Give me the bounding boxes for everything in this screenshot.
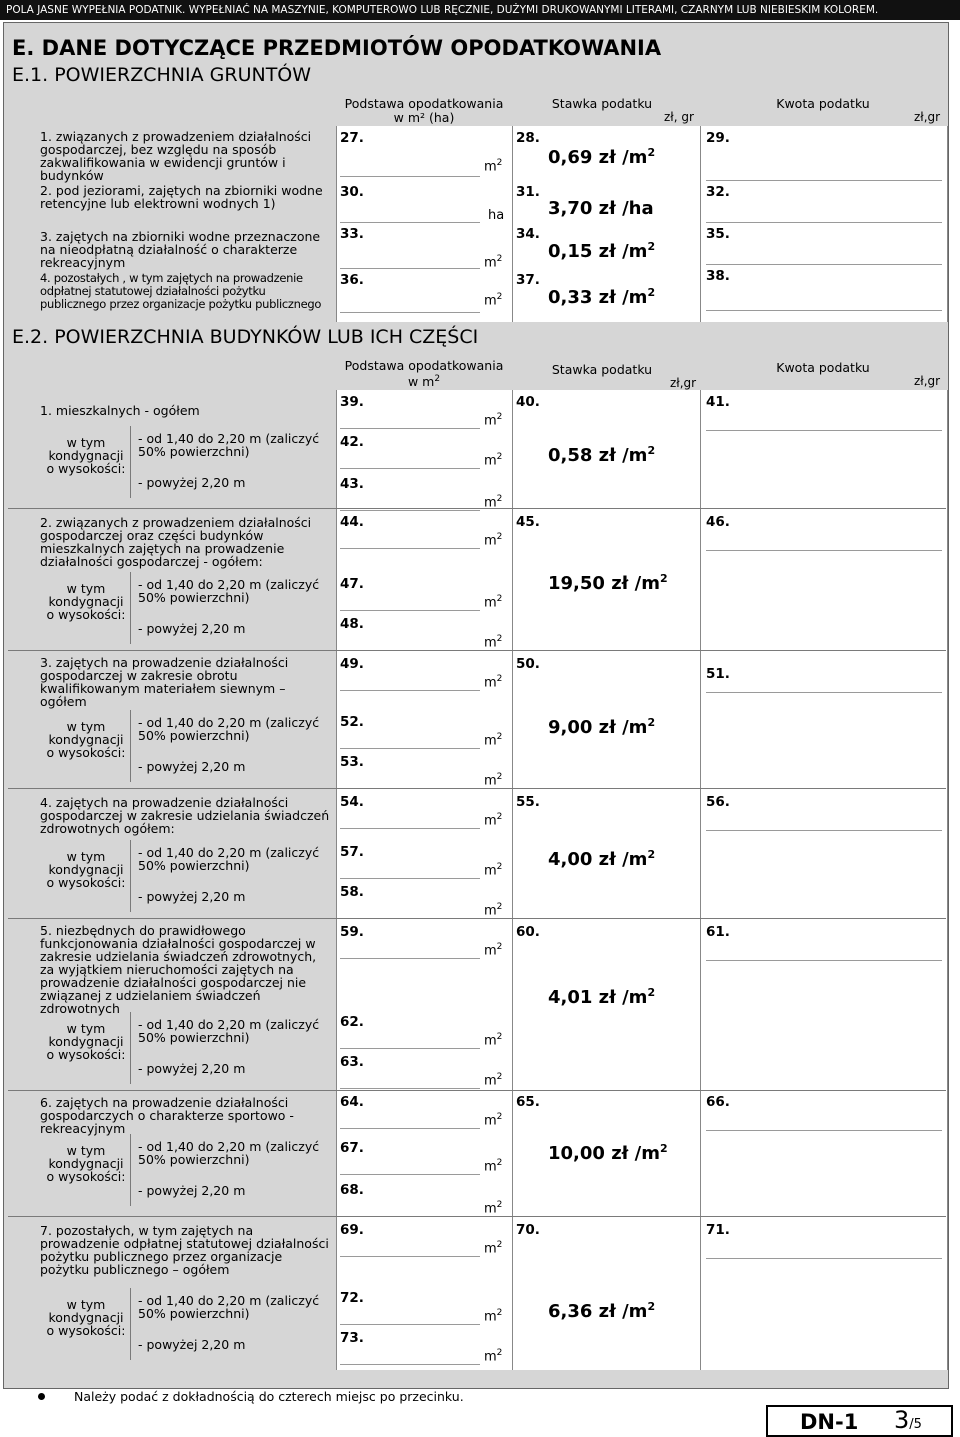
field-41-number: 41. [706,394,730,410]
field-63-number: 63. [340,1054,364,1070]
field-58-unit: $m^2$ [484,902,503,919]
field-36-unit: $m^2$ [484,292,503,309]
field-39-unit: $m^2$ [484,412,503,429]
e1-tax-column [700,126,948,322]
field-51-input[interactable] [706,692,942,693]
field-30-unit: ha [488,208,505,223]
field-27-number: 27. [340,130,364,146]
field-59-number: 59. [340,924,364,940]
field-30-input[interactable] [340,222,480,223]
field-39-number: 39. [340,394,364,410]
instructions-banner [0,0,960,20]
field-67-number: 67. [340,1140,364,1156]
field-52-unit: $m^2$ [484,732,503,749]
e2-group-2-sub-b: - powyżej 2,20 m [138,621,246,636]
field-47-unit: $m^2$ [484,594,503,611]
e2-group-3-sub-divider [130,710,131,782]
e1-row-4-label: 4. pozostałych , w tym zajętych na prowadzenie odpłatnej statutowej działalności pożytku publicznego przez organizacje pożytku publicznego [40,271,322,311]
e2-group-1-sub-a: - od 1,40 do 2,20 m (zaliczyć 50% powierzchni) [138,431,320,459]
field-29-number: 29. [706,130,730,146]
field-52-input[interactable] [340,748,480,749]
field-65-number: 65. [516,1094,540,1110]
field-61-number: 61. [706,924,730,940]
field-69-input[interactable] [340,1256,480,1257]
e2-group-1-separator [8,508,946,509]
field-69-unit: $m^2$ [484,1240,503,1257]
e2-group-5-sub-b: - powyżej 2,20 m [138,1061,246,1076]
field-47-input[interactable] [340,610,480,611]
field-27-unit: $m^2$ [484,158,503,175]
e2-group-7-sub-a: - od 1,40 do 2,20 m (zaliczyć 50% powierzchni) [138,1293,320,1321]
field-69-number: 69. [340,1222,364,1238]
e2-title: E.2. POWIERZCHNIA BUDYNKÓW LUB ICH CZĘŚCI [12,326,479,348]
e2-group-6-sub-prefix: w tym kondygnacji o wysokości: [46,1143,126,1184]
rate-65-value: 10,00 zł $/m^2$ [548,1142,668,1164]
field-71-number: 71. [706,1222,730,1238]
e1-title: E.1. POWIERZCHNIA GRUNTÓW [12,64,312,86]
field-29-input[interactable] [706,180,942,181]
e2-group-7-label: 7. pozostałych, w tym zajętych na prowadzenie odpłatnej statutowej działalności pożytku publicznego przez organizacje pożytku publicznego – ogółem [40,1223,329,1277]
field-66-input[interactable] [706,1130,942,1131]
form-code-box [766,1405,953,1437]
field-59-input[interactable] [340,958,480,959]
e2-group-4-sub-prefix: w tym kondygnacji o wysokości: [46,849,126,890]
field-52-number: 52. [340,714,364,730]
field-44-input[interactable] [340,548,480,549]
field-48-unit: $m^2$ [484,634,503,651]
field-32-number: 32. [706,184,730,200]
field-44-number: 44. [340,514,364,530]
field-48-number: 48. [340,616,364,632]
e2-group-2-sub-prefix: w tym kondygnacji o wysokości: [46,581,126,622]
e1-row-3-label: 3. zajętych na zbiorniki wodne przeznaczone na nieodpłatną działalność o charakterze rekreacyjnym [40,229,321,270]
rate-28-value: 0,69 zł $/m^2$ [548,146,656,168]
e2-group-2-sub-divider [130,572,131,644]
footnote: Należy podać z dokładnością do czterech miejsc po przecinku. [74,1389,464,1404]
e2-group-5-label: 5. niezbędnych do prawidłowego funkcjonowania działalności gospodarczej w zakresie udzielania świadczeń zdrowotnych, za wyjątkiem nieruchomości zajętych na prowadzenie działalności gospodarczej nie związanej z udzielaniem świadczeń zdrowotnych [40,923,317,1016]
rate-34-value: 0,15 zł $/m^2$ [548,240,656,262]
field-49-number: 49. [340,656,364,672]
e1-col-tax-unit: zł,gr [914,110,941,124]
field-53-number: 53. [340,754,364,770]
e2-group-1-sub-divider [130,426,131,498]
field-57-input[interactable] [340,878,480,879]
e2-group-2-label: 2. związanych z prowadzeniem działalności gospodarczej oraz części budynków mieszkalnych zajętych na prowadzenie działalności gospodarczej - ogółem: [40,515,312,569]
field-39-input[interactable] [340,428,480,429]
e2-tax-column [700,390,948,1370]
e1-row-2-label: 2. pod jeziorami, zajętych na zbiorniki wodne retencyjne lub elektrowni wodnych 1) [40,183,323,211]
field-54-input[interactable] [340,828,480,829]
field-33-number: 33. [340,226,364,242]
note-bullet-icon [38,1393,45,1400]
rate-45-value: 19,50 zł $/m^2$ [548,572,668,594]
field-37-number: 37. [516,272,540,288]
field-46-number: 46. [706,514,730,530]
field-55-number: 55. [516,794,540,810]
field-45-number: 45. [516,514,540,530]
field-35-input[interactable] [706,264,942,265]
e1-col-tax: Kwota podatku [776,96,870,111]
e2-group-6-sub-a: - od 1,40 do 2,20 m (zaliczyć 50% powierzchni) [138,1139,320,1167]
field-70-number: 70. [516,1222,540,1238]
e2-group-2-sub-a: - od 1,40 do 2,20 m (zaliczyć 50% powierzchni) [138,577,320,605]
field-64-unit: $m^2$ [484,1112,503,1129]
e2-group-6-separator [8,1216,946,1217]
page-number: 3/5 [894,1406,922,1434]
field-33-input[interactable] [340,268,480,269]
form-code: DN-1 [800,1410,859,1434]
field-73-unit: $m^2$ [484,1348,503,1365]
rate-55-value: 4,00 zł $/m^2$ [548,848,656,870]
field-54-unit: $m^2$ [484,812,503,829]
e2-group-7-sub-prefix: w tym kondygnacji o wysokości: [46,1297,126,1338]
e2-group-5-separator [8,1090,946,1091]
field-56-input[interactable] [706,830,942,831]
e2-group-1-sub-prefix: w tym kondygnacji o wysokości: [46,435,126,476]
field-36-input[interactable] [340,312,480,313]
e2-col-tax-unit: zł,gr [914,374,941,388]
e2-group-5-sub-a: - od 1,40 do 2,20 m (zaliczyć 50% powierzchni) [138,1017,320,1045]
e2-group-5-sub-divider [130,1012,131,1084]
field-43-unit: $m^2$ [484,494,503,511]
field-32-input[interactable] [706,222,942,223]
field-62-input[interactable] [340,1048,480,1049]
e2-group-6-label: 6. zajętych na prowadzenie działalności gospodarczych o charakterze sportowo - rekreacyjnym [40,1095,294,1136]
field-38-number: 38. [706,268,730,284]
e2-group-6-sub-divider [130,1134,131,1206]
field-57-unit: $m^2$ [484,862,503,879]
e1-col-base-unit: w m² (ha) [393,110,455,125]
field-35-number: 35. [706,226,730,242]
field-38-input[interactable] [706,310,942,311]
rate-37-value: 0,33 zł $/m^2$ [548,286,656,308]
field-57-number: 57. [340,844,364,860]
field-63-input[interactable] [340,1088,480,1089]
field-63-unit: $m^2$ [484,1072,503,1089]
e2-col-rate: Stawka podatku [551,362,653,377]
e2-group-4-sub-b: - powyżej 2,20 m [138,889,246,904]
field-46-input[interactable] [706,550,942,551]
rate-70-value: 6,36 zł $/m^2$ [548,1300,656,1322]
e2-group-4-separator [8,918,946,919]
field-62-unit: $m^2$ [484,1032,503,1049]
rate-50-value: 9,00 zł $/m^2$ [548,716,656,738]
field-41-input[interactable] [706,430,942,431]
field-64-input[interactable] [340,1128,480,1129]
field-72-number: 72. [340,1290,364,1306]
field-73-number: 73. [340,1330,364,1346]
e2-group-4-sub-a: - od 1,40 do 2,20 m (zaliczyć 50% powierzchni) [138,845,320,873]
field-33-unit: $m^2$ [484,254,503,271]
field-62-number: 62. [340,1014,364,1030]
field-54-number: 54. [340,794,364,810]
field-43-number: 43. [340,476,364,492]
e2-group-1-label: 1. mieszkalnych - ogółem [40,403,200,418]
field-67-unit: $m^2$ [484,1158,503,1175]
field-44-unit: $m^2$ [484,532,503,549]
field-31-number: 31. [516,184,540,200]
e2-group-3-sub-prefix: w tym kondygnacji o wysokości: [46,719,126,760]
field-43-input[interactable] [340,510,480,511]
field-28-number: 28. [516,130,540,146]
field-72-unit: $m^2$ [484,1308,503,1325]
field-67-input[interactable] [340,1174,480,1175]
field-47-number: 47. [340,576,364,592]
field-30-number: 30. [340,184,364,200]
e1-row-1-label: 1. związanych z prowadzeniem działalności gospodarczej, bez względu na sposób zakwalifikowania w ewidencji gruntów i budynków [40,129,312,183]
field-68-number: 68. [340,1182,364,1198]
e2-col-base-unit: w $m^2$ [407,374,441,390]
field-49-input[interactable] [340,690,480,691]
section-title: E. DANE DOTYCZĄCE PRZEDMIOTÓW OPODATKOWANIA [12,36,662,60]
e2-group-6-sub-b: - powyżej 2,20 m [138,1183,246,1198]
field-59-unit: $m^2$ [484,942,503,959]
e2-group-5-sub-prefix: w tym kondygnacji o wysokości: [46,1021,126,1062]
field-73-input[interactable] [340,1364,480,1365]
rate-40-value: 0,58 zł $/m^2$ [548,444,656,466]
field-42-input[interactable] [340,468,480,469]
rate-31-value: 3,70 zł /ha [548,198,654,219]
e2-group-7-sub-b: - powyżej 2,20 m [138,1337,246,1352]
field-49-unit: $m^2$ [484,674,503,691]
e2-rate-column [512,390,702,1370]
e2-group-4-label: 4. zajętych na prowadzenie działalności gospodarczej w zakresie udzielania świadczeń zdrowotnych ogółem: [40,795,330,836]
e2-group-1-sub-b: - powyżej 2,20 m [138,475,246,490]
field-36-number: 36. [340,272,364,288]
e2-col-tax: Kwota podatku [776,360,870,375]
field-42-unit: $m^2$ [484,452,503,469]
e2-group-3-separator [8,788,946,789]
field-56-number: 56. [706,794,730,810]
e2-group-3-sub-a: - od 1,40 do 2,20 m (zaliczyć 50% powierzchni) [138,715,320,743]
field-72-input[interactable] [340,1324,480,1325]
banner-text: POLA JASNE WYPEŁNIA PODATNIK. WYPEŁNIAĆ NA MASZYNIE, KOMPUTEROWO LUB RĘCZNIE, DUŻYMI DRUKOWANYMI LITERAMI, CZARNYM LUB NIEBIESKIM KOLOREM. [6,4,879,16]
field-51-number: 51. [706,666,730,682]
e2-col-rate-unit: zł,gr [670,376,697,390]
field-71-input[interactable] [706,1258,942,1259]
field-64-number: 64. [340,1094,364,1110]
field-53-unit: $m^2$ [484,772,503,789]
e2-group-4-sub-divider [130,840,131,912]
field-34-number: 34. [516,226,540,242]
rate-60-value: 4,01 zł $/m^2$ [548,986,656,1008]
field-42-number: 42. [340,434,364,450]
e2-group-3-label: 3. zajętych na prowadzenie działalności gospodarczej w zakresie obrotu kwalifikowanym materiałem siewnym – ogółem [40,655,289,709]
field-27-input[interactable] [340,176,480,177]
e1-col-rate-unit: zł, gr [664,110,694,124]
e1-col-base: Podstawa opodatkowania [344,96,504,111]
field-50-number: 50. [516,656,540,672]
field-60-number: 60. [516,924,540,940]
e2-group-7-sub-divider [130,1288,131,1360]
field-61-input[interactable] [706,960,942,961]
field-58-number: 58. [340,884,364,900]
field-68-unit: $m^2$ [484,1200,503,1217]
e1-col-rate: Stawka podatku [551,96,653,111]
e2-col-base: Podstawa opodatkowania [344,358,504,373]
field-40-number: 40. [516,394,540,410]
e2-group-3-sub-b: - powyżej 2,20 m [138,759,246,774]
field-66-number: 66. [706,1094,730,1110]
e2-group-2-separator [8,650,946,651]
